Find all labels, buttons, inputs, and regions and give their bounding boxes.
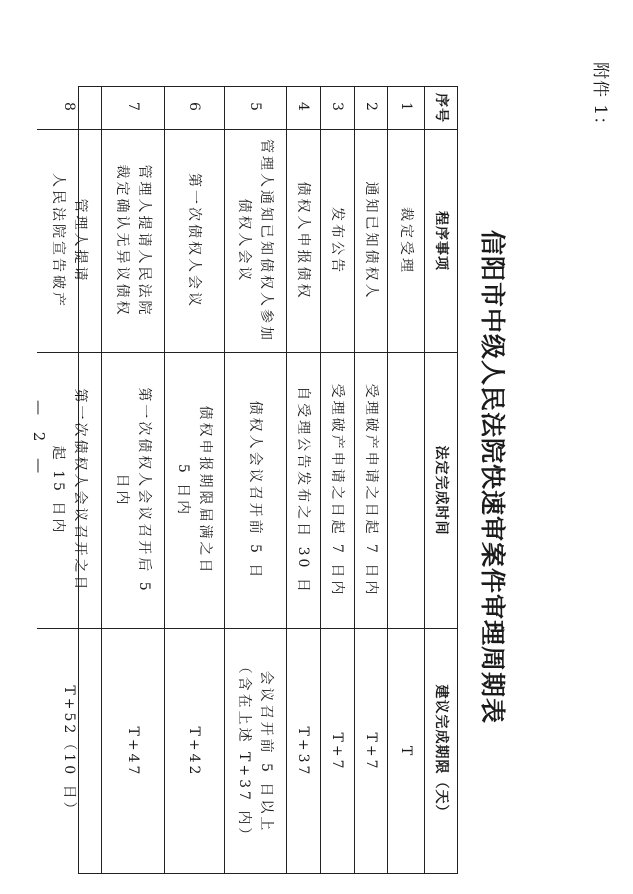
table-cell <box>37 87 101 130</box>
table-cell <box>355 629 387 875</box>
table-row <box>224 87 286 873</box>
table-cell <box>225 353 286 629</box>
table-cell <box>102 629 164 875</box>
table-row <box>286 87 320 873</box>
page-number: — 2 — <box>30 400 48 480</box>
cell-text: 程序事项 <box>433 211 449 271</box>
table-header-cell <box>425 130 457 353</box>
table-cell <box>355 353 387 629</box>
table-cell <box>388 130 424 353</box>
table-cell <box>321 130 354 353</box>
cell-text: T+7 <box>363 732 379 772</box>
table-cell <box>287 353 320 629</box>
table-header-row <box>424 87 457 873</box>
table-cell <box>165 87 224 130</box>
cell-text: 受理破产申请之日起 7 日内 <box>363 383 379 598</box>
cell-text: 5 <box>247 102 264 114</box>
table-row <box>164 87 224 873</box>
table-cell <box>321 87 354 130</box>
cell-text: T+7 <box>329 732 346 772</box>
table-header-cell <box>425 629 457 875</box>
cell-text: 建议完成期限（天） <box>433 684 449 820</box>
table-cell <box>165 629 224 875</box>
table-cell <box>321 353 354 629</box>
cell-text: 第一次债权人会议召开后 5 日内 <box>114 387 152 594</box>
table-cell <box>388 87 424 130</box>
cell-text: 第一次债权人会议召开之日 起 15 日内 <box>50 388 88 593</box>
cell-text: T+37 <box>295 726 312 778</box>
table-cell <box>355 87 387 130</box>
table-cell <box>287 87 320 130</box>
table-cell <box>102 130 164 353</box>
cell-text: 管理人通知已知债权人参加 债权人会议 <box>236 139 275 343</box>
cell-text: 管理人提请 人民法院宣告破产 <box>50 173 88 309</box>
cell-text: 序号 <box>433 93 449 123</box>
cell-text: 7 <box>125 102 141 114</box>
cell-text: T+47 <box>125 726 141 778</box>
table-cell <box>165 130 224 353</box>
cell-text: 债权人会议召开前 5 日 <box>247 400 264 581</box>
cell-text: 8 <box>61 102 77 114</box>
cell-text: 1 <box>398 102 414 114</box>
table-cell <box>388 629 424 875</box>
cell-text: 管理人提请人民法院 裁定确认无异议债权 <box>114 164 152 318</box>
table-cell <box>102 87 164 130</box>
cell-text: 4 <box>295 102 312 114</box>
table-cell <box>102 353 164 629</box>
cell-text: 6 <box>186 102 203 114</box>
table-cell <box>287 629 320 875</box>
table-cell <box>287 130 320 353</box>
table-row <box>37 87 101 873</box>
schedule-table <box>50 86 458 874</box>
table-cell <box>165 353 224 629</box>
cell-text: 自受理公告发布之日 30 日 <box>295 386 312 595</box>
cell-text: 债权申报期限届满之日 5 日内 <box>175 405 214 576</box>
table-row <box>387 87 424 873</box>
cell-text: 裁定受理 <box>398 207 414 275</box>
table-cell <box>321 629 354 875</box>
table-row <box>354 87 387 873</box>
cell-text: T <box>398 745 414 759</box>
table-cell <box>388 353 424 629</box>
cell-text: T+52（10 日） <box>61 685 77 819</box>
table-cell <box>225 87 286 130</box>
table-row <box>101 87 164 873</box>
document-title: 信阳市中级人民法院快速审案件审理周期表 <box>478 230 507 725</box>
cell-text: 债权人申报债权 <box>295 181 312 301</box>
cell-text: 通知已知债权人 <box>363 181 379 301</box>
table-cell <box>37 130 101 353</box>
table-cell <box>225 130 286 353</box>
table-cell <box>37 629 101 875</box>
table-row <box>320 87 354 873</box>
table-header-cell <box>425 353 457 629</box>
table-cell <box>355 130 387 353</box>
cell-text: 发布公告 <box>329 207 346 275</box>
cell-text: 3 <box>329 102 346 114</box>
cell-text: T+42 <box>186 726 203 778</box>
cell-text: 法定完成时间 <box>433 445 449 536</box>
cell-text: 会议召开前 5 日以上 （含在上述 T+37 内） <box>236 659 275 845</box>
cell-text: 第一次债权人会议 <box>186 173 203 309</box>
attachment-label: 附件 1： <box>590 62 610 135</box>
table-cell <box>225 629 286 875</box>
table-header-cell <box>425 87 457 130</box>
cell-text: 2 <box>363 102 379 114</box>
cell-text: 受理破产申请之日起 7 日内 <box>329 383 346 598</box>
table-cell <box>37 353 101 629</box>
